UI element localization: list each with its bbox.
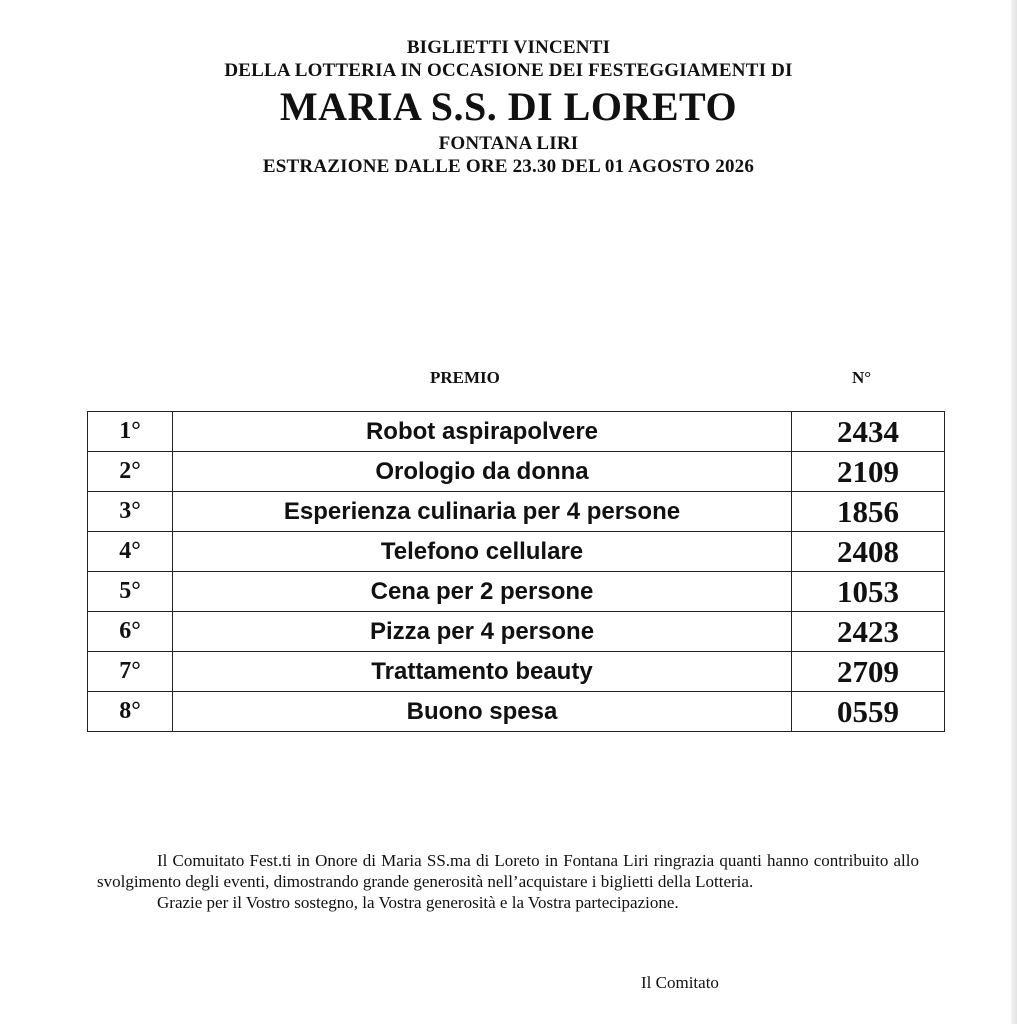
prize-rank: 7° xyxy=(88,652,173,692)
prize-rank: 2° xyxy=(88,452,173,492)
prize-rank: 5° xyxy=(88,572,173,612)
prize-name: Robot aspirapolvere xyxy=(173,412,792,452)
table-row xyxy=(88,652,945,692)
thank-you-paragraph: Il Comuitato Fest.ti in Onore di Maria SS.ma di Loreto in Fontana Liri ringrazia quanti hanno contribuito allo svolgimento degli eventi, dimostrando grande generosità nell’acquistare i biglietti della Lotteria. xyxy=(97,851,919,891)
header-line-1: BIGLIETTI VINCENTI xyxy=(406,37,611,58)
thank-you-note xyxy=(97,850,919,913)
prize-name: Cena per 2 persone xyxy=(173,572,792,612)
ticket-number: 2109 xyxy=(792,452,945,492)
table-row xyxy=(88,452,945,492)
gratitude-paragraph: Grazie per il Vostro sostegno, la Vostra generosità e la Vostra partecipazione. xyxy=(157,893,679,912)
location-line: FONTANA LIRI xyxy=(438,133,579,154)
header-line-2: DELLA LOTTERIA IN OCCASIONE DEI FESTEGGIAMENTI DI xyxy=(224,60,793,81)
column-header-number: N° xyxy=(852,368,872,387)
ticket-number: 1053 xyxy=(792,572,945,612)
prize-rank: 6° xyxy=(88,612,173,652)
table-row xyxy=(88,612,945,652)
ticket-number: 2434 xyxy=(792,412,945,452)
table-row xyxy=(88,692,945,732)
draw-date-line: ESTRAZIONE DALLE ORE 23.30 DEL 01 AGOSTO 2026 xyxy=(262,156,755,177)
table-row xyxy=(88,492,945,532)
ticket-number: 1856 xyxy=(792,492,945,532)
prize-rank: 8° xyxy=(88,692,173,732)
document-header xyxy=(0,36,1017,178)
prize-rank: 1° xyxy=(88,412,173,452)
table-row xyxy=(88,572,945,612)
signature: Il Comitato xyxy=(641,973,719,992)
column-header-prize: PREMIO xyxy=(430,368,500,387)
prize-name: Trattamento beauty xyxy=(173,652,792,692)
ticket-number: 2709 xyxy=(792,652,945,692)
prize-name: Telefono cellulare xyxy=(173,532,792,572)
document-title: MARIA S.S. DI LORETO xyxy=(279,84,738,129)
prize-name: Esperienza culinaria per 4 persone xyxy=(173,492,792,532)
prize-name: Orologio da donna xyxy=(173,452,792,492)
prize-rank: 4° xyxy=(88,532,173,572)
prize-name: Buono spesa xyxy=(173,692,792,732)
prize-name: Pizza per 4 persone xyxy=(173,612,792,652)
ticket-number: 0559 xyxy=(792,692,945,732)
prize-rank: 3° xyxy=(88,492,173,532)
table-row xyxy=(88,532,945,572)
ticket-number: 2408 xyxy=(792,532,945,572)
table-row xyxy=(88,412,945,452)
prize-table xyxy=(87,411,945,732)
ticket-number: 2423 xyxy=(792,612,945,652)
